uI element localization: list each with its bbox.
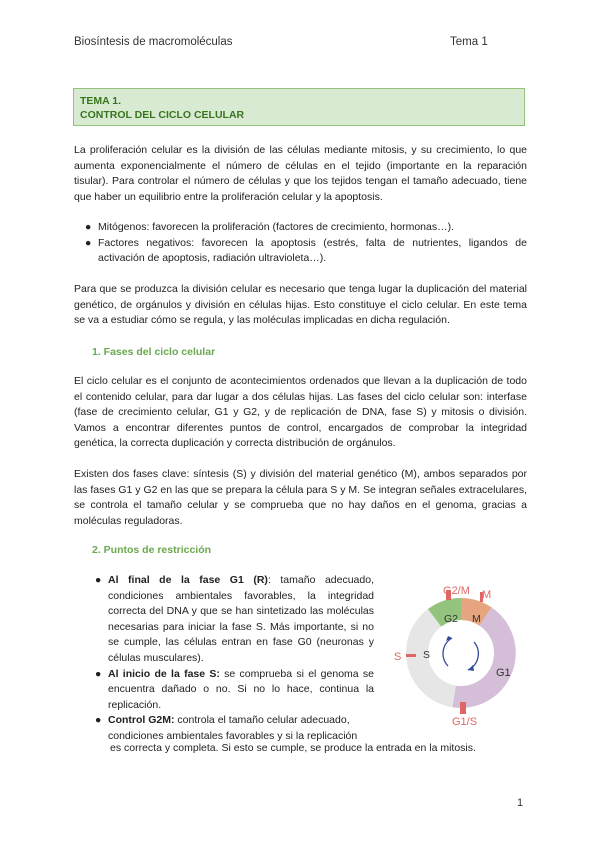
list-item-bold: Control G2M:	[108, 714, 175, 727]
list-item-text: Factores negativos: favorecen la apoptosis (estrés, falta de nutrientes, ligandos de activación de apoptosis, radiación ultravioleta…).	[98, 236, 527, 265]
title-line-1: TEMA 1.	[80, 95, 122, 107]
s-marker	[406, 654, 416, 657]
g1s-marker	[460, 702, 466, 714]
title-box	[73, 88, 525, 126]
label-s: S	[423, 649, 431, 661]
list-item: ● Control G2M: controla el tamaño celular adecuado, condiciones ambientales favorables y si la replicación	[95, 714, 358, 742]
label-g2: G2	[444, 613, 459, 625]
list-item-bold: Al inicio de la fase S:	[108, 667, 220, 680]
label-m-top: M	[482, 589, 492, 601]
list-item: ● Factores negativos: favorecen la apoptosis (estrés, falta de nutrientes, ligandos de activación de apoptosis, radiación ultravioleta…).	[85, 236, 527, 265]
label-g1: G1	[496, 667, 511, 679]
section-heading-1: 1. Fases del ciclo celular	[92, 346, 216, 358]
paragraph-4: Existen dos fases clave: síntesis (S) y división del material genético (M), ambos separados por las fases G1 y G2 en las que se prepara la célula para S y M. Se integran señales extracelulares, se controla el tamaño celular y se comprueba que no hay daños en el genoma, gracias a moléculas reguladoras.	[74, 468, 527, 527]
cell-cycle-diagram	[386, 578, 526, 728]
list-item-text: controla el tamaño celular adecuado, condiciones ambientales favorables y si la replicación	[108, 714, 358, 742]
cycle-arrow	[443, 638, 452, 666]
list-continuation: es correcta y completa. Si esto se cumple, se produce la entrada en la mitosis.	[110, 742, 476, 754]
list-item: ● Al inicio de la fase S: se comprueba si el genoma se encuentra dañado o no. Si no lo hace, continua la replicación.	[95, 667, 374, 711]
header-topic: Tema 1	[450, 36, 488, 48]
label-g1s: G1/S	[452, 716, 478, 728]
intro-paragraph: La proliferación celular es la división de las células mediante mitosis, y su crecimiento, lo que aumenta exponencialmente el número de células en el tejido (importante en la reparación tisular). Para controlar el número de células y que los tejidos tengan el tamaño adecuado, tiene que haber un equilibrio entre la proliferación celular y la apoptosis.	[74, 144, 527, 203]
bullet-list-checkpoints	[84, 573, 374, 745]
bullet-list-factors	[74, 220, 527, 267]
list-item-bold: Al final de la fase G1 (R)	[108, 574, 268, 586]
label-m: M	[472, 613, 481, 625]
paragraph-3: El ciclo celular es el conjunto de acontecimientos ordenados que llevan a la duplicación de todo el contenido celular, para dar lugar a dos células hijas. Las fases del ciclo celular son: interfase (fase de crecimiento celular, G1 y G2, y de replicación de DNA, fase S) y mitosis o división. Vamos a encontrar diferentes puntos de control, encargados de comprobar la integridad genética, la correcta duplicación y correcta distribución de orgánulos.	[74, 375, 527, 450]
page-number: 1	[517, 797, 524, 809]
cycle-arrowhead	[468, 665, 474, 671]
list-item: ● Al final de la fase G1 (R): tamaño adecuado, condiciones ambientales favorables, la integridad correcta del DNA y que se han sintetizado las moléculas necesarias para iniciar la fase S. Más importante, si no se cumple, las células entran en fase G0 (neuronas y células musculares).	[95, 574, 374, 664]
paragraph-2: Para que se produzca la división celular es necesario que tenga lugar la duplicación del material genético, de orgánulos y división en células hijas. Esto constituye el ciclo celular. En este tema se va a estudiar cómo se regula, y las moléculas implicadas en dicha regulación.	[74, 283, 527, 327]
g1-segment	[452, 607, 515, 708]
section-heading-2: 2. Puntos de restricción	[92, 544, 212, 556]
label-g2m: G2/M	[443, 585, 470, 597]
header-title: Biosíntesis de macromoléculas	[74, 36, 233, 48]
list-item-text: Mitógenos: favorecen la proliferación (factores de crecimiento, hormonas…).	[98, 221, 454, 233]
list-item: ● Mitógenos: favorecen la proliferación (factores de crecimiento, hormonas…).	[85, 221, 454, 233]
list-item-text: : tamaño adecuado, condiciones ambientales favorables, la integridad correcta del DNA y que se han sintetizado las moléculas necesarias para iniciar la fase S. Más importante, si no se cumple, las células entran en fase G0 (neuronas y células musculares).	[108, 574, 374, 664]
list-item-text: se comprueba si el genoma se encuentra dañado o no. Si no lo hace, continua la replicación.	[108, 667, 374, 711]
label-s-outer: S	[394, 651, 402, 663]
title-line-2: CONTROL DEL CICLO CELULAR	[80, 109, 245, 121]
cycle-arrow	[468, 642, 478, 670]
